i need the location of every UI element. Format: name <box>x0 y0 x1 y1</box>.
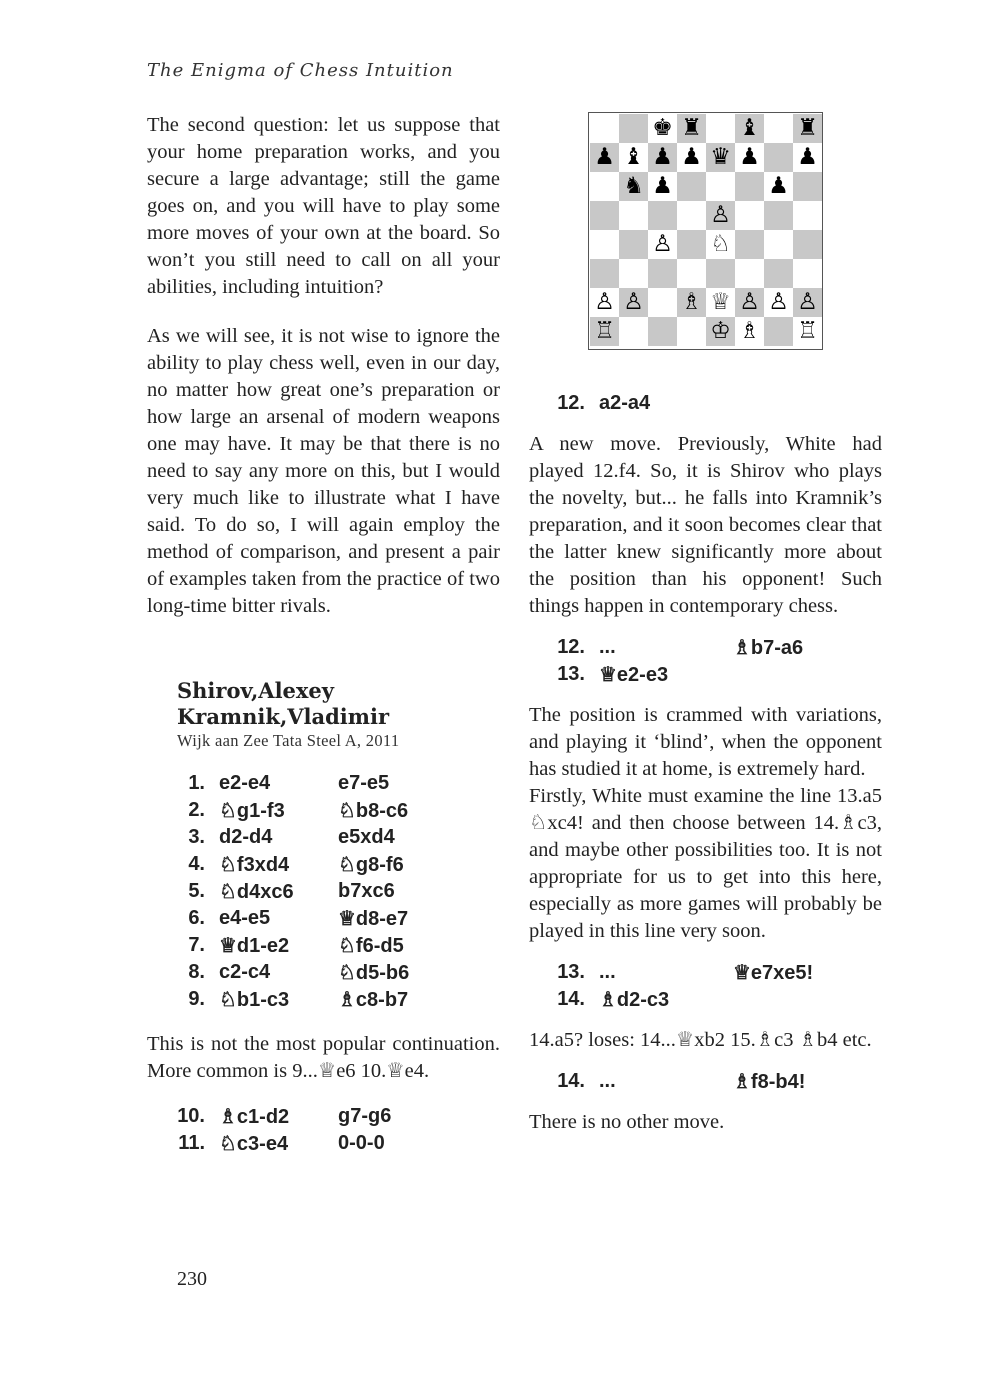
chess-piece: ♙ <box>739 289 760 315</box>
chess-piece: ♟ <box>768 173 789 199</box>
move-row <box>529 986 882 1013</box>
chess-piece: ♙ <box>768 289 789 315</box>
board-square <box>793 201 822 230</box>
board-square <box>735 172 764 201</box>
chess-piece: ♛ <box>710 144 731 170</box>
white-move: ... <box>599 636 616 658</box>
right-column <box>529 112 882 1136</box>
board-square <box>648 288 677 317</box>
black-move: ♘g8-f6 <box>338 854 404 876</box>
move-number: 14. <box>557 988 585 1010</box>
white-move: ... <box>599 961 616 983</box>
white-move: ♕e2-e3 <box>599 664 669 686</box>
board-square <box>590 259 619 288</box>
move-row <box>147 770 500 797</box>
move-row <box>529 390 882 417</box>
board-square <box>764 259 793 288</box>
board-square <box>590 201 619 230</box>
board-square <box>648 201 677 230</box>
black-move: ♗f8-b4! <box>733 1071 806 1093</box>
black-move: e5xd4 <box>338 826 395 848</box>
chess-piece: ♟ <box>652 144 673 170</box>
black-move: ♕e7xe5! <box>733 962 814 984</box>
move-number: 13. <box>557 961 585 983</box>
board-square <box>735 259 764 288</box>
chess-diagram <box>588 112 823 350</box>
move-row <box>147 932 500 959</box>
move-row <box>529 661 882 688</box>
move-number: 2. <box>188 799 205 821</box>
move-list <box>147 770 500 1013</box>
move-number: 4. <box>188 853 205 875</box>
black-move: ♗c8-b7 <box>338 989 409 1011</box>
paragraph: This is not the most popular continuation. More common is 9...♕e6 10.♕e4. <box>147 1033 500 1082</box>
move-number: 10. <box>177 1105 205 1127</box>
board-square <box>648 259 677 288</box>
chess-piece: ♙ <box>652 231 673 257</box>
white-move: c2-c4 <box>219 961 271 983</box>
black-move: ♘f6-d5 <box>338 935 404 957</box>
move-row <box>147 1103 500 1130</box>
chess-piece: ♗ <box>681 289 702 315</box>
board-square <box>764 230 793 259</box>
move-row <box>147 851 500 878</box>
black-move: 0-0-0 <box>338 1132 385 1154</box>
white-move: ♕d1-e2 <box>219 935 290 957</box>
white-move: ♘f3xd4 <box>219 854 290 876</box>
paragraph: As we will see, it is not wise to ignore the ability to play chess well, even in our day, no matter how great one’s preparation or how large an arsenal of modern weapons one may have. It may be that there is no need to say any more on this, but I would very much like to illustrate what I have said. To do so, I will again employ the method of comparison, and present a pair of examples taken from the practice of two long-time bitter rivals. <box>147 325 500 617</box>
event-info: Wijk aan Zee Tata Steel A, 2011 <box>177 731 400 750</box>
paragraph: Firstly, White must examine the line 13.a5 ♘xc4! and then choose between 14.♗c3, and maybe other possibilities too. It is not appropriate for us to get into this here, especially as more games will probably be played in this line very soon. <box>529 785 882 942</box>
move-list <box>529 959 882 1013</box>
white-move: d2-d4 <box>219 826 273 848</box>
chess-piece: ♟ <box>681 144 702 170</box>
paragraph: There is no other move. <box>529 1111 725 1133</box>
move-list <box>529 1068 882 1095</box>
paragraph: A new move. Previously, White had played 12.f4. So, it is Shirov who plays the novelty, but... he falls into Kramnik’s preparation, and it soon becomes clear that the latter knew significantly more about the position than his opponent! Such things happen in contemporary chess. <box>529 433 882 617</box>
move-row <box>147 1130 500 1157</box>
white-move: ♘g1-f3 <box>219 800 285 822</box>
move-row <box>147 878 500 905</box>
board-square <box>648 317 677 346</box>
board-square <box>793 172 822 201</box>
board-square <box>619 317 648 346</box>
black-move: g7-g6 <box>338 1105 392 1127</box>
board-square <box>677 259 706 288</box>
paragraph: The position is crammed with variations, and playing it ‘blind’, when the opponent has studied it at home, is extremely hard. <box>529 704 882 780</box>
board-square <box>764 143 793 172</box>
board-square <box>735 201 764 230</box>
page-number: 230 <box>177 1268 207 1290</box>
white-move: ♘b1-c3 <box>219 989 290 1011</box>
white-move: ... <box>599 1070 616 1092</box>
move-number: 3. <box>188 826 205 848</box>
move-row <box>147 824 500 851</box>
chess-piece: ♝ <box>739 115 760 141</box>
board-square <box>706 172 735 201</box>
board-square <box>619 259 648 288</box>
black-move: ♘b8-c6 <box>338 800 409 822</box>
board-square <box>677 230 706 259</box>
board-square <box>677 317 706 346</box>
black-move: e7-e5 <box>338 772 390 794</box>
black-move: b7xc6 <box>338 880 395 902</box>
move-number: 13. <box>557 663 585 685</box>
move-row <box>529 959 882 986</box>
move-row <box>529 634 882 661</box>
white-move: ♘d4xc6 <box>219 881 294 903</box>
chess-piece: ♞ <box>623 173 644 199</box>
game-header <box>177 678 500 752</box>
chess-piece: ♙ <box>623 289 644 315</box>
move-number: 11. <box>178 1132 205 1154</box>
move-list <box>529 390 882 417</box>
board-square <box>619 230 648 259</box>
board-square <box>677 172 706 201</box>
board-square <box>677 201 706 230</box>
board-square <box>793 230 822 259</box>
paragraph: 14.a5? loses: 14...♕xb2 15.♗c3 ♗b4 etc. <box>529 1029 872 1051</box>
board-square <box>764 317 793 346</box>
white-move: ♘c3-e4 <box>219 1133 289 1155</box>
move-number: 12. <box>557 392 585 414</box>
chess-piece: ♟ <box>797 144 818 170</box>
chess-piece: ♙ <box>594 289 615 315</box>
black-move: ♕d8-e7 <box>338 908 409 930</box>
chess-piece: ♝ <box>623 144 644 170</box>
move-number: 12. <box>557 636 585 658</box>
board-square <box>706 259 735 288</box>
board-square <box>793 259 822 288</box>
move-list <box>147 1103 500 1157</box>
left-column <box>147 112 500 1157</box>
chess-piece: ♖ <box>594 318 615 344</box>
chess-piece: ♟ <box>652 173 673 199</box>
white-move: e2-e4 <box>219 772 271 794</box>
board-square <box>619 201 648 230</box>
paragraph: The second question: let us suppose that your home preparation works, and you secure a large advantage; still the game goes on, and you will have to play some more moves of your own at the board. So won’t you still need to call on all your abilities, including intuition? <box>147 114 500 298</box>
black-move: ♘d5-b6 <box>338 962 410 984</box>
move-number: 1. <box>188 772 205 794</box>
running-head: The Enigma of Chess Intuition <box>147 60 454 81</box>
board-square <box>590 172 619 201</box>
move-row <box>147 797 500 824</box>
board-square <box>764 201 793 230</box>
move-row <box>529 1068 882 1095</box>
move-number: 9. <box>188 988 205 1010</box>
white-player: Shirov,Alexey <box>177 678 334 703</box>
board-square <box>590 114 619 143</box>
white-move: e4-e5 <box>219 907 271 929</box>
move-number: 8. <box>188 961 205 983</box>
board-square <box>590 230 619 259</box>
board-square <box>619 114 648 143</box>
chess-piece: ♟ <box>594 144 615 170</box>
move-row <box>147 986 500 1013</box>
move-row <box>147 959 500 986</box>
move-number: 14. <box>557 1070 585 1092</box>
chess-piece: ♖ <box>797 318 818 344</box>
white-move: ♗d2-c3 <box>599 989 670 1011</box>
white-move: ♗c1-d2 <box>219 1106 290 1128</box>
chess-piece: ♜ <box>797 115 818 141</box>
board-square <box>735 230 764 259</box>
chess-piece: ♙ <box>710 202 731 228</box>
chess-piece: ♔ <box>710 318 731 344</box>
board-square <box>764 114 793 143</box>
chess-piece: ♚ <box>652 115 673 141</box>
chess-piece: ♟ <box>739 144 760 170</box>
white-move: a2-a4 <box>599 392 651 414</box>
chess-piece: ♕ <box>710 289 731 315</box>
black-move: ♗b7-a6 <box>733 637 804 659</box>
move-number: 5. <box>188 880 205 902</box>
board-square <box>706 114 735 143</box>
move-number: 6. <box>188 907 205 929</box>
black-player: Kramnik,Vladimir <box>177 704 390 729</box>
move-list <box>529 634 882 688</box>
move-number: 7. <box>188 934 205 956</box>
chess-piece: ♘ <box>710 231 731 257</box>
chess-piece: ♗ <box>739 318 760 344</box>
move-row <box>147 905 500 932</box>
chess-piece: ♙ <box>797 289 818 315</box>
chess-piece: ♜ <box>681 115 702 141</box>
